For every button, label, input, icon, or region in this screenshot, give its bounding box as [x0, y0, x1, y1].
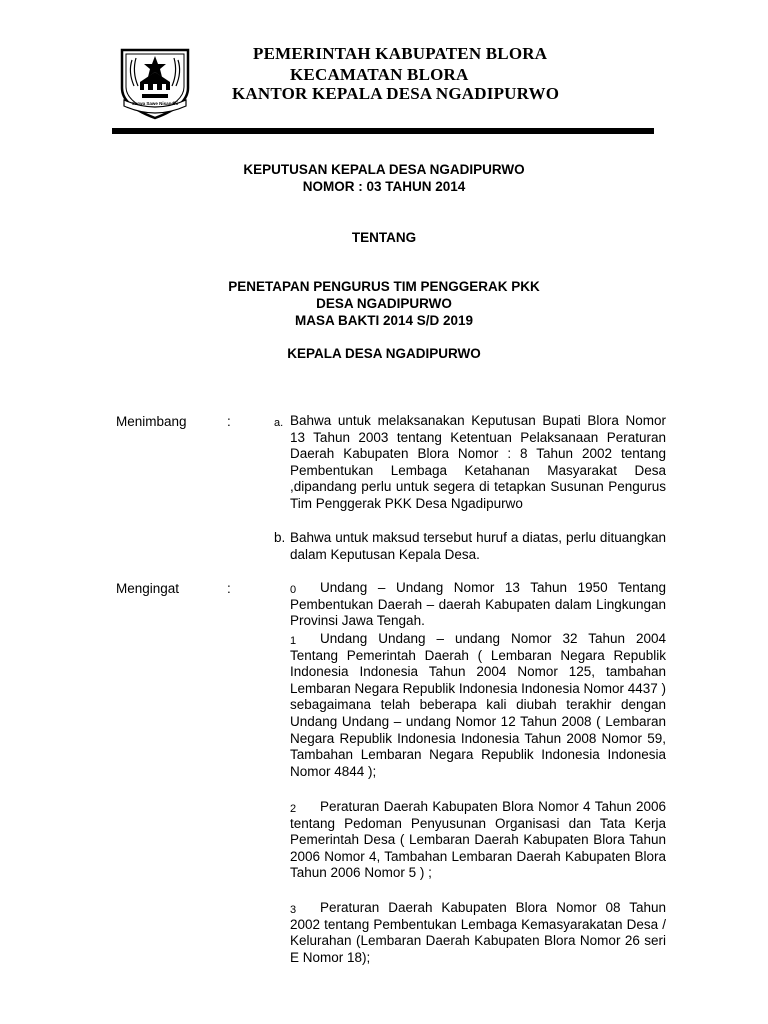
legal-basis-3 [290, 900, 666, 966]
letterhead-divider [112, 128, 654, 134]
issuer-heading: KEPALA DESA NGADIPURWO [287, 346, 481, 361]
consideration-a [274, 413, 666, 513]
header-government: PEMERINTAH KABUPATEN BLORA [253, 44, 548, 63]
header-district: KECAMATAN BLORA [290, 65, 469, 84]
header-office: KANTOR KEPALA DESA NGADIPURWO [232, 84, 560, 103]
legal-basis-text: Peraturan Daerah Kabupaten Blora Nomor 4 Tahun 2006 tentang Pedoman Penyusunan Organisasi dan Tata Kerja Pemerintah Desa ( Lembaran Daerah Kabupaten Blora Tahun 2006 Nomor 4, Tambahan Lembaran Daerah Kabupaten Blora Tahun 2006 Nomor 5 ) ; [290, 799, 666, 881]
subject-line-3: MASA BAKTI 2014 S/D 2019 [294, 313, 474, 328]
decision-title: KEPUTUSAN KEPALA DESA NGADIPURWO [243, 162, 525, 177]
list-marker: 3 [290, 904, 297, 916]
consideration-text: Bahwa untuk maksud tersebut huruf a diatas, perlu dituangkan dalam Keputusan Kepala Desa. [290, 530, 666, 562]
decision-number: NOMOR : 03 TAHUN 2014 [302, 179, 466, 194]
regency-emblem-icon [114, 42, 196, 120]
legal-basis-text: Peraturan Daerah Kabupaten Blora Nomor 08 Tahun 2002 tentang Pembentukan Lembaga Kemasyarakatan Desa / Kelurahan (Lembaran Daerah Kabupaten Blora Nomor 26 seri E Nomor 18); [290, 900, 666, 965]
emblem-motto: Sarwa Sawe Nisandhi [131, 101, 179, 106]
subject-line-1: PENETAPAN PENGURUS TIM PENGGERAK PKK [228, 279, 540, 294]
menimbang-label: Menimbang [116, 414, 187, 429]
list-marker: 0 [290, 584, 297, 596]
legal-basis-text: Undang Undang – undang Nomor 32 Tahun 2004 Tentang Pemerintah Daerah ( Lembaran Negara Republik Indonesia Indonesia Tahun 2004 Nomor 125, tambahan Lembaran Negara Republik Indonesia Indonesia Nomor 4437 ) sebagaimana telah beberapa kali diubah terakhir dengan Undang Undang – undang Nomor 12 Tahun 2008 ( Lembaran Negara Republik Indonesia Indonesia Tahun 2008 Nomor 59, Tambahan Lembaran Negara Republik Indonesia Indonesia Nomor 4844 ); [290, 631, 666, 779]
list-marker: b. [274, 530, 286, 545]
consideration-b [274, 530, 666, 563]
about-heading: TENTANG [351, 230, 417, 245]
menimbang-colon: : [227, 414, 231, 429]
list-marker: 1 [290, 635, 297, 647]
list-marker: 2 [290, 803, 297, 815]
legal-basis-2 [290, 799, 666, 882]
consideration-text: Bahwa untuk melaksanakan Keputusan Bupati Blora Nomor 13 Tahun 2003 tentang Ketentuan Pelaksanaan Peraturan Daerah Kabupaten Blora Nomor : 8 Tahun 2002 tentang Pembentukan Lembaga Ketahanan Masyarakat Desa ,dipandang perlu untuk segera di tetapkan Susunan Pengurus Tim Penggerak PKK Desa Ngadipurwo [290, 413, 666, 511]
legal-basis-0 [290, 580, 666, 630]
mengingat-colon: : [227, 581, 231, 596]
list-marker: a. [274, 417, 284, 429]
legal-basis-1 [290, 631, 666, 780]
subject-line-2: DESA NGADIPURWO [316, 296, 452, 311]
legal-basis-text: Undang – Undang Nomor 13 Tahun 1950 Tentang Pembentukan Daerah – daerah Kabupaten dalam Lingkungan Provinsi Jawa Tengah. [290, 580, 666, 629]
mengingat-label: Mengingat [116, 581, 180, 596]
